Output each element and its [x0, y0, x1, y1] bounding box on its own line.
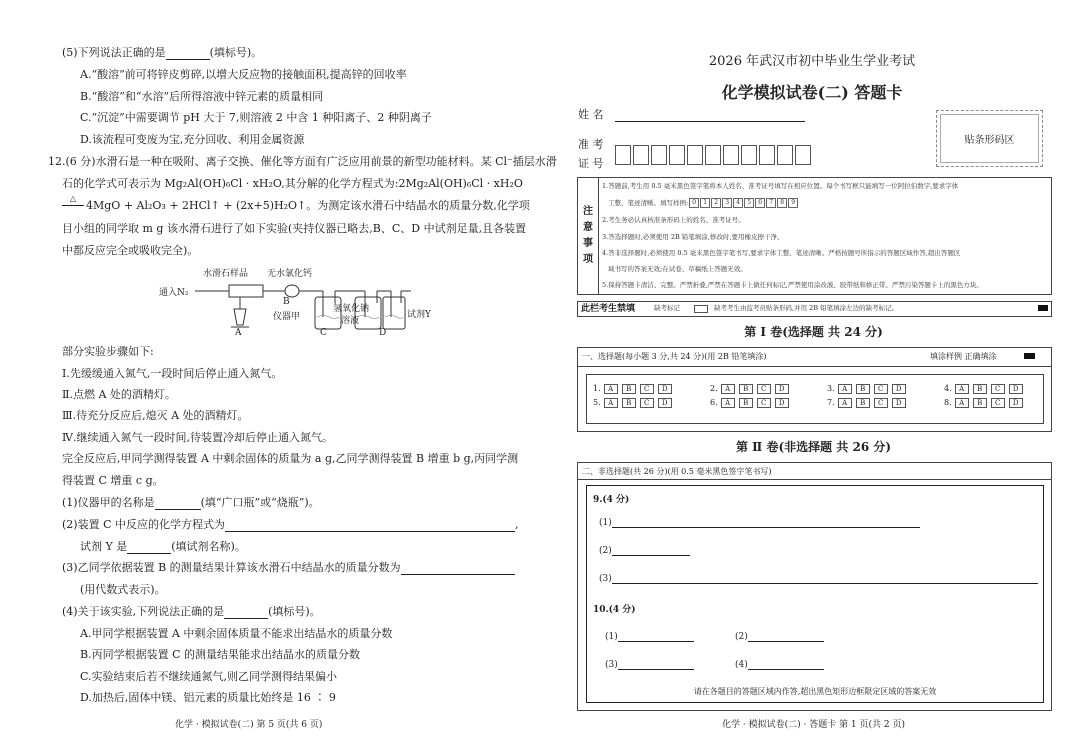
- mc-option-bubble-a[interactable]: A: [604, 384, 618, 394]
- notice-heading: [578, 178, 599, 294]
- mc-option-bubble-c[interactable]: C: [640, 398, 654, 408]
- sub3-stem: (3)乙同学依据装置 B 的测量结果计算该水滑石中结晶水的质量分数为: [62, 561, 401, 574]
- label-reagent-y: 试剂Y: [407, 310, 431, 320]
- absent-mark-label: 缺考标记: [654, 304, 680, 312]
- id-digit-box[interactable]: [633, 145, 649, 165]
- q10-item-4-label: (4): [735, 660, 748, 670]
- id-digit-box[interactable]: [615, 145, 631, 165]
- mc-header-row: [578, 348, 1051, 367]
- q9-item-2: [599, 546, 690, 556]
- nonmc-header: 二、非选择题(共 26 分)(用 0.5 毫米黑色签字笔书写): [582, 467, 772, 476]
- mc-option-bubble-b[interactable]: B: [622, 384, 636, 394]
- card-title: 化学模拟试卷(二) 答题卡: [721, 83, 903, 102]
- sub2-line-1: [62, 518, 519, 532]
- mc-option-bubble-c[interactable]: C: [874, 384, 888, 394]
- sub3-answer-blank[interactable]: [401, 563, 515, 575]
- q10-item-1: [605, 632, 694, 642]
- mc-header: 一、选择题(每小题 3 分,共 24 分)(用 2B 铅笔填涂): [582, 352, 767, 361]
- q5-option-d: D.该流程可变废为宝,充分回收、利用金属资源: [80, 133, 305, 146]
- notice-3: 3.答选择题时,必须使用 2B 铅笔填涂,修改时,要用橡皮擦干净。: [602, 233, 784, 241]
- q5-stem: (5)下列说法正确的是: [62, 46, 166, 59]
- mc-option-bubble-d[interactable]: D: [658, 398, 672, 408]
- mc-option-bubble-b[interactable]: B: [973, 384, 987, 394]
- part2-title: 第 Ⅱ 卷(非选择题 共 26 分): [735, 440, 892, 454]
- sub2-equation-blank[interactable]: [225, 520, 515, 532]
- q5-stem-line: [62, 46, 262, 60]
- sub1-line: [62, 496, 320, 510]
- id-digit-box[interactable]: [723, 145, 739, 165]
- q9-item-2-blank[interactable]: [612, 546, 690, 556]
- mc-question: [593, 384, 710, 394]
- mc-sample-label: 填涂样例 正确填涂: [930, 352, 997, 361]
- id-digit-box[interactable]: [759, 145, 775, 165]
- label-solution: 溶液: [341, 316, 360, 326]
- sample-digit: 2: [711, 198, 721, 208]
- filled-sample-icon: [1024, 353, 1035, 359]
- q12-line-3: 4MgO + Al₂O₃ + 2HCl↑ + (2x+5)H₂O↑。为测定该水滑石中结晶水的质量分数,化学项: [86, 199, 530, 212]
- absent-instruction: 缺考考生由监考员贴条形码,并用 2B 铅笔填涂左边的缺考标记。: [714, 304, 899, 312]
- label-c: C: [320, 328, 327, 338]
- label-sample: 水滑石样品: [203, 269, 249, 279]
- mc-option-bubble-d[interactable]: D: [1009, 384, 1023, 394]
- q10-item-4-blank[interactable]: [748, 660, 824, 670]
- answer-area: [586, 485, 1044, 703]
- mc-option-bubble-b[interactable]: B: [622, 398, 636, 408]
- sub2-suffix: ,: [515, 518, 519, 531]
- sample-digit: 8: [777, 198, 787, 208]
- mc-question-number: 3.: [827, 384, 835, 393]
- step-4: Ⅳ.继续通入氮气一段时间,待装置冷却后停止通入氮气。: [62, 431, 333, 444]
- sample-digit: 9: [788, 198, 798, 208]
- mc-option-bubble-c[interactable]: C: [757, 384, 771, 394]
- alignment-mark: [1038, 305, 1048, 311]
- sub4-stem: (4)关于该实验,下列说法正确的是: [62, 605, 225, 618]
- mc-option-bubble-c[interactable]: C: [991, 384, 1005, 394]
- mc-question-number: 2.: [710, 384, 718, 393]
- result-line-1: 完全反应后,甲同学测得装置 A 中剩余固体的质量为 a g,乙同学测得装置 B 增重 b g,丙同学测: [62, 452, 519, 465]
- q5-option-a: A.“酸溶”前可将锌皮剪碎,以增大反应物的接触面积,提高锌的回收率: [80, 68, 407, 81]
- q5-option-c: C.“沉淀”中需要调节 pH 大于 7,则溶液 2 中含 1 种阳离子、2 种阴离子: [80, 111, 432, 124]
- notice-heading-1: 注: [583, 206, 593, 217]
- q5-option-b: B.“酸溶”和“水溶”后所得溶液中锌元素的质量相同: [80, 90, 324, 103]
- sample-digit: 1: [700, 198, 710, 208]
- notice-1-cont: [608, 198, 798, 209]
- mc-section: [577, 347, 1052, 432]
- notice-1: 1.答题前,考生用 0.5 毫米黑色签字笔将本人姓名、准考证号填写在相应位置。每个书写框只能填写一位阿拉伯数字,要求字体: [602, 182, 959, 190]
- mc-option-bubble-d[interactable]: D: [775, 398, 789, 408]
- name-field[interactable]: [615, 121, 805, 122]
- absent-mark-bubble[interactable]: [694, 305, 708, 313]
- mc-question: [944, 384, 1061, 394]
- sub4-suffix: (填标号)。: [268, 605, 321, 618]
- part1-title: 第 Ⅰ 卷(选择题 共 24 分): [744, 325, 883, 339]
- q9-item-3-label: (3): [599, 574, 612, 584]
- mc-question: [710, 384, 827, 394]
- nonmc-header-row: [578, 463, 1051, 480]
- q10-item-3: [605, 660, 694, 670]
- q9-item-3: [599, 574, 1038, 584]
- mc-question-number: 8.: [944, 398, 952, 407]
- exam-title: 2026 年武汉市初中毕业生学业考试: [708, 54, 916, 69]
- sub3-line-1: [62, 561, 515, 575]
- q12-line-4: 目小组的同学取 m g 该水滑石进行了如下实验(夹持仪器已略去,B、C、D 中试剂足量,且各装置: [62, 222, 527, 235]
- mc-option-bubble-d[interactable]: D: [1009, 398, 1023, 408]
- apparatus-diagram: [155, 263, 445, 341]
- sub4-option-b: B.丙同学根据装置 C 的测量结果能求出结晶水的质量分数: [80, 648, 360, 661]
- q5-answer-blank[interactable]: [166, 48, 210, 60]
- mc-option-bubble-c[interactable]: C: [757, 398, 771, 408]
- q9-label: 9.(4 分): [593, 495, 630, 505]
- mc-option-bubble-b[interactable]: B: [739, 398, 753, 408]
- q9-item-1-blank[interactable]: [612, 518, 920, 528]
- notice-5: 5.保持答题卡清洁、完整。严禁折叠,严禁在答题卡上做任何标记,严禁使用涂改液、胶带纸和修正带。严禁污染答题卡上的黑色方块。: [602, 281, 983, 289]
- q9-item-3-blank[interactable]: [612, 574, 1038, 584]
- mc-option-bubble-a[interactable]: A: [955, 398, 969, 408]
- notice-2: 2.考生务必认真核准条形码上的姓名、准考证号。: [602, 216, 745, 224]
- mc-option-bubble-a[interactable]: A: [838, 398, 852, 408]
- notice-heading-2: 意: [583, 222, 593, 233]
- q10-item-3-blank[interactable]: [618, 660, 694, 670]
- sample-digit: 6: [755, 198, 765, 208]
- mc-question: [944, 398, 1061, 408]
- id-digit-box[interactable]: [687, 145, 703, 165]
- sample-digit: 7: [766, 198, 776, 208]
- q10-label: 10.(4 分): [593, 605, 636, 615]
- q10-item-4: [735, 660, 824, 670]
- mc-question: [827, 384, 944, 394]
- q9-item-2-label: (2): [599, 546, 612, 556]
- mc-option-bubble-a[interactable]: A: [721, 384, 735, 394]
- mc-option-bubble-a[interactable]: A: [721, 398, 735, 408]
- label-cacl2: 无水氯化钙: [267, 269, 313, 279]
- sub4-answer-blank[interactable]: [224, 607, 268, 619]
- notice-4-cont: 域书写的答案无效;在试卷、草稿纸上答题无效。: [608, 265, 747, 273]
- mc-option-bubble-d[interactable]: D: [892, 384, 906, 394]
- sample-digit: 0: [689, 198, 699, 208]
- mc-grid: [586, 374, 1044, 424]
- barcode-area: [936, 110, 1043, 167]
- mc-option-bubble-b[interactable]: B: [739, 384, 753, 394]
- q12-line-1: 12.(6 分)水滑石是一种在吸附、离子交换、催化等方面有广泛应用前景的新型功能材料。某 Cl⁻插层水滑: [48, 155, 557, 168]
- q5-suffix: (填标号)。: [209, 46, 263, 59]
- label-instrument: 仪器甲: [273, 312, 301, 322]
- mc-row: [593, 384, 1061, 394]
- notice-1-sample-text: 工整、笔迹清晰。填写样例:: [608, 199, 689, 207]
- absent-label: 此栏考生禁填: [581, 304, 636, 314]
- result-line-2: 得装置 C 增重 c g。: [62, 474, 164, 487]
- answer-card-footer: 化学 · 模拟试卷(二) · 答题卡 第 1 页(共 2 页): [722, 720, 905, 730]
- mc-question-number: 6.: [710, 398, 718, 407]
- mc-question-number: 1.: [593, 384, 601, 393]
- label-naoh: 氢氧化钠: [333, 304, 370, 314]
- absent-row: [577, 301, 1052, 317]
- barcode-label: 贴条形码区: [940, 114, 1039, 163]
- sub2-reagent-stem: 试剂 Y 是: [80, 540, 128, 553]
- id-digit-box[interactable]: [669, 145, 685, 165]
- sub2-line-2: [80, 540, 246, 554]
- sub4-option-a: A.甲同学根据装置 A 中剩余固体质量不能求出结晶水的质量分数: [80, 627, 393, 640]
- sub1-stem: (1)仪器甲的名称是: [62, 496, 155, 509]
- mc-question: [593, 398, 710, 408]
- step-1: Ⅰ.先缓缓通入氮气,一段时间后停止通入氮气。: [62, 367, 283, 380]
- notice-heading-4: 项: [583, 254, 593, 265]
- mc-option-bubble-a[interactable]: A: [604, 398, 618, 408]
- sample-digit: 3: [722, 198, 732, 208]
- label-d: D: [379, 328, 387, 338]
- mc-option-bubble-a[interactable]: A: [838, 384, 852, 394]
- q12-line-5: 中都反应完全或吸收完全)。: [62, 244, 199, 257]
- notice-box: [577, 177, 1052, 295]
- sub4-line: [62, 605, 321, 619]
- label-n2-inlet: 通入N₂: [159, 288, 189, 298]
- q12-line-2: 石的化学式可表示为 Mg₂Al(OH)₆Cl · xH₂O,其分解的化学方程式为:2Mg₂Al(OH)₆Cl · xH₂O: [62, 177, 523, 190]
- mc-option-bubble-b[interactable]: B: [856, 384, 870, 394]
- q10-item-3-label: (3): [605, 660, 618, 670]
- mc-option-bubble-c[interactable]: C: [640, 384, 654, 394]
- mc-option-bubble-b[interactable]: B: [856, 398, 870, 408]
- q10-item-1-blank[interactable]: [618, 632, 694, 642]
- q10-item-2: [735, 632, 824, 642]
- left-page-footer: 化学 · 模拟试卷(二) 第 5 页(共 6 页): [175, 720, 323, 730]
- mc-option-bubble-d[interactable]: D: [892, 398, 906, 408]
- sub1-answer-blank[interactable]: [155, 498, 201, 510]
- mc-option-bubble-a[interactable]: A: [955, 384, 969, 394]
- name-label: 姓 名: [578, 108, 604, 121]
- label-a: A: [235, 328, 242, 338]
- sample-digit-boxes: [688, 199, 798, 207]
- sub2-reagent-suffix: (填试剂名称)。: [171, 540, 246, 553]
- label-b: B: [283, 297, 290, 307]
- notice-heading-3: 事: [583, 238, 593, 249]
- step-3: Ⅲ.待充分反应后,熄灭 A 处的酒精灯。: [62, 409, 249, 422]
- mc-question: [710, 398, 827, 408]
- mc-option-bubble-b[interactable]: B: [973, 398, 987, 408]
- id-digit-box[interactable]: [705, 145, 721, 165]
- sub3-line-2: (用代数式表示)。: [80, 583, 166, 596]
- id-number-boxes[interactable]: [615, 145, 813, 169]
- heat-condition-mark: △: [69, 194, 77, 203]
- id-label-line-1: 准 考: [578, 138, 604, 151]
- answer-warning: 请在各题目的答题区域内作答,超出黑色矩形边框限定区域的答案无效: [693, 687, 937, 696]
- id-label-line-2: 证 号: [578, 157, 604, 170]
- sample-digit: 5: [744, 198, 754, 208]
- nonmc-section: [577, 462, 1052, 711]
- reaction-arrow-line: [62, 205, 84, 206]
- q10-item-2-blank[interactable]: [748, 632, 824, 642]
- mc-question-number: 7.: [827, 398, 835, 407]
- sub1-suffix: (填“广口瓶”或“烧瓶”)。: [200, 496, 320, 509]
- q9-item-1: [599, 518, 920, 528]
- sub2-reagent-blank[interactable]: [127, 542, 171, 554]
- mc-question: [827, 398, 944, 408]
- mc-question-number: 5.: [593, 398, 601, 407]
- id-digit-box[interactable]: [741, 145, 757, 165]
- mc-option-bubble-d[interactable]: D: [775, 384, 789, 394]
- q9-item-1-label: (1): [599, 518, 612, 528]
- mc-option-bubble-d[interactable]: D: [658, 384, 672, 394]
- steps-title: 部分实验步骤如下:: [62, 345, 154, 358]
- sub4-option-c: C.实验结束后若不继续通氮气,则乙同学测得结果偏小: [80, 670, 338, 683]
- id-digit-box[interactable]: [795, 145, 811, 165]
- mc-option-bubble-c[interactable]: C: [991, 398, 1005, 408]
- mc-row: [593, 398, 1061, 408]
- mc-question-number: 4.: [944, 384, 952, 393]
- mc-option-bubble-c[interactable]: C: [874, 398, 888, 408]
- notice-4: 4.答非选择题时,必须使用 0.5 毫米黑色签字笔书写,要求字体工整、笔迹清晰。严格按题号所指示的答题区域作答,超出答题区: [602, 249, 961, 257]
- q10-item-2-label: (2): [735, 632, 748, 642]
- sub4-option-d: D.加热后,固体中镁、铝元素的质量比始终是 16 ∶ 9: [80, 691, 336, 704]
- id-digit-box[interactable]: [777, 145, 793, 165]
- sub2-stem: (2)装置 C 中反应的化学方程式为: [62, 518, 225, 531]
- step-2: Ⅱ.点燃 A 处的酒精灯。: [62, 388, 176, 401]
- q10-item-1-label: (1): [605, 632, 618, 642]
- sample-digit: 4: [733, 198, 743, 208]
- id-digit-box[interactable]: [651, 145, 667, 165]
